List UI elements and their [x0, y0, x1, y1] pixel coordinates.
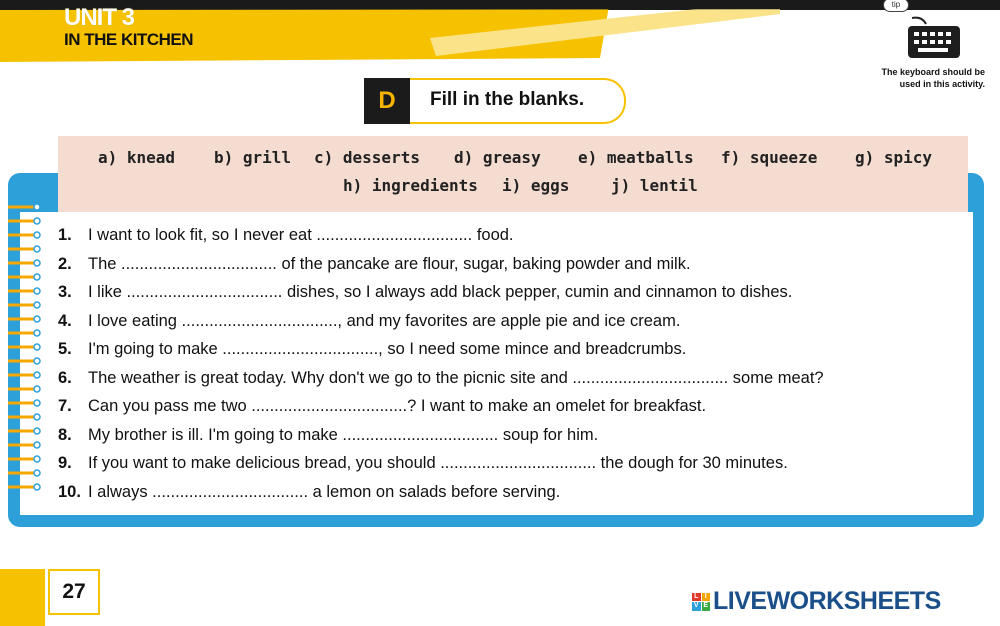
page-number-tab [0, 569, 45, 626]
logo-letter: V [693, 602, 699, 609]
word-bank-item: d) greasy [454, 148, 541, 167]
sentence-number: 2. [58, 255, 72, 273]
logo-letter: E [703, 602, 709, 609]
word-bank-item: i) eggs [502, 176, 570, 195]
spiral-ring [8, 338, 42, 346]
unit-title: UNIT 3 [64, 4, 135, 31]
sentence-number: 4. [58, 312, 72, 330]
spiral-ring [8, 226, 42, 234]
liveworksheets-logo[interactable] [692, 587, 941, 616]
sentence-text: The weather is great today. Why don't we go to the picnic site and .................................. some meat? [88, 369, 824, 387]
liveworksheets-text: LIVEWORKSHEETS [713, 587, 941, 615]
logo-letter: L [692, 593, 701, 602]
sentence-number: 3. [58, 283, 72, 301]
sentence-text: My brother is ill. I'm going to make .................................. soup for him. [88, 426, 599, 444]
spiral-ring [8, 198, 42, 206]
word-bank-item: a) knead [98, 148, 176, 167]
sentence-text: I'm going to make .................................., so I need some mince and breadcrumbs. [88, 340, 687, 358]
sentence-number: 5. [58, 340, 72, 358]
word-bank-item: c) desserts [314, 148, 420, 167]
sentence-7 [58, 397, 706, 416]
tip-text: The keyboard should be used in this activity. [881, 67, 985, 89]
sentence-10 [58, 483, 560, 502]
liveworksheets-icon [692, 593, 710, 611]
sentence-text: I love eating .................................., and my favorites are apple pie and ice cream. [88, 312, 681, 330]
sentence-number: 7. [58, 397, 72, 415]
spiral-ring [8, 380, 42, 388]
sentence-5 [58, 340, 686, 359]
spiral-ring [8, 436, 42, 444]
spiral-ring [8, 282, 42, 290]
tip-badge: tip [883, 0, 909, 12]
sentence-text: If you want to make delicious bread, you should .................................. the dough for 30 minutes. [88, 454, 788, 472]
sentence-1 [58, 226, 514, 245]
spiral-ring [8, 254, 42, 262]
activity-letter: D [364, 78, 410, 124]
word-bank-item: e) meatballs [578, 148, 694, 167]
sentence-9 [58, 454, 788, 473]
spiral-ring [8, 450, 42, 458]
word-bank-item: b) grill [214, 148, 292, 167]
sentence-text: Can you pass me two ..................................? I want to make an omelet for breakfast. [88, 397, 707, 415]
spiral-ring [8, 422, 42, 430]
word-bank-item: g) spicy [855, 148, 933, 167]
spiral-ring [8, 478, 42, 486]
spiral-ring [8, 352, 42, 360]
spiral-ring [8, 408, 42, 416]
sentence-6 [58, 369, 824, 388]
sentence-text: I want to look fit, so I never eat .................................. food. [88, 226, 514, 244]
sentence-text: I always .................................. a lemon on salads before serving. [88, 483, 561, 501]
spiral-ring [8, 296, 42, 304]
instruction-text: Fill in the blanks. [430, 89, 585, 110]
word-bank [58, 136, 968, 212]
word-bank-item: h) ingredients [343, 176, 478, 195]
spiral-ring [8, 324, 42, 332]
spiral-ring [8, 464, 42, 472]
logo-letter: I [702, 593, 711, 602]
sentence-3 [58, 283, 792, 302]
spiral-ring [8, 310, 42, 318]
spiral-ring [8, 268, 42, 276]
sentence-number: 8. [58, 426, 72, 444]
keyboard-icon [904, 14, 964, 60]
sentence-4 [58, 312, 680, 331]
sentence-number: 1. [58, 226, 72, 244]
sentence-text: The .................................. of the pancake are flour, sugar, baking powder and milk. [88, 255, 691, 273]
spiral-ring [8, 240, 42, 248]
word-bank-item: f) squeeze [721, 148, 818, 167]
sentence-8 [58, 426, 598, 445]
sentence-2 [58, 255, 691, 274]
spiral-ring [8, 212, 42, 220]
unit-subtitle: IN THE KITCHEN [64, 30, 193, 49]
sentence-text: I like .................................. dishes, so I always add black pepper, cumin and cinnamon to dishes. [88, 283, 793, 301]
sentence-number: 9. [58, 454, 72, 472]
sentence-number: 6. [58, 369, 72, 387]
page-number: 27 [48, 569, 100, 615]
spiral-ring [8, 366, 42, 374]
spiral-ring [8, 394, 42, 402]
sentence-number: 10. [58, 483, 81, 501]
word-bank-item: j) lentil [611, 176, 698, 195]
